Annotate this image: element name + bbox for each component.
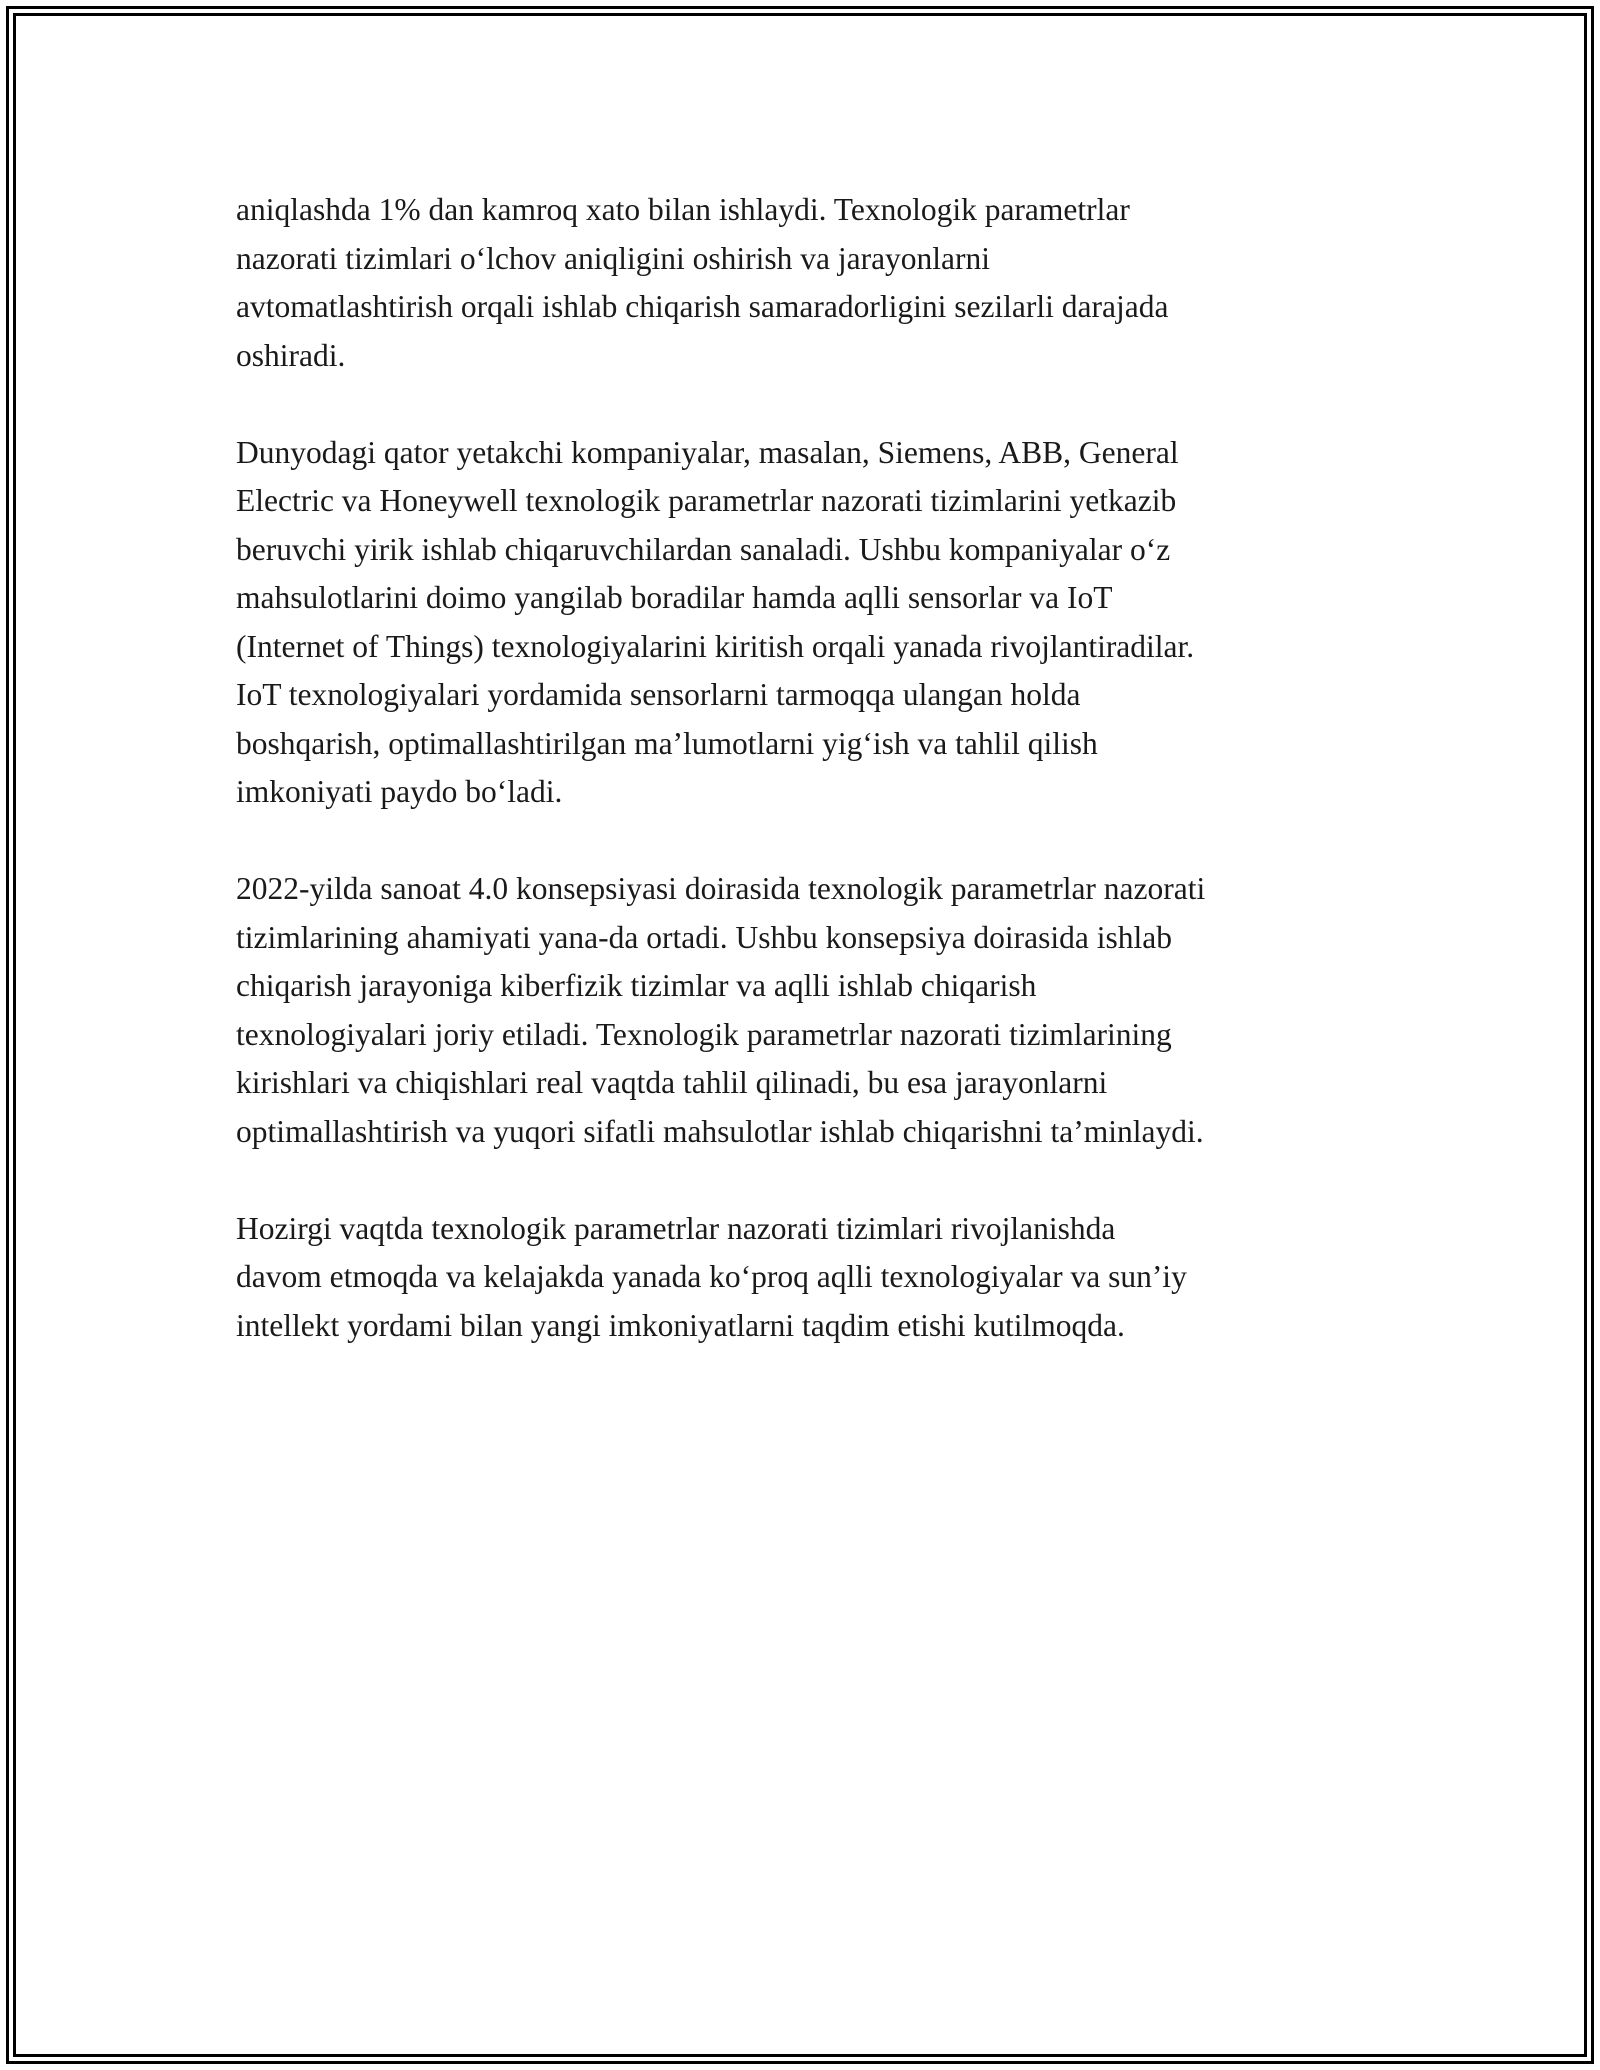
text-line: avtomatlashtirish orqali ishlab chiqarish samaradorligini sezilarli darajada [236,289,1169,324]
text-line: intellekt yordami bilan yangi imkoniyatlarni taqdim etishi kutilmoqda. [236,1307,1125,1343]
document-body [236,186,1386,1399]
text-line: Electric va Honeywell texnologik parametrlar nazorati tizimlarini yetkazib [236,483,1177,518]
text-line: chiqarish jarayoniga kiberfizik tizimlar va aqlli ishlab chiqarish [236,968,1037,1003]
paragraph-3 [236,865,1386,1156]
text-line: oshiradi. [236,337,346,373]
text-line: Hozirgi vaqtda texnologik parametrlar nazorati tizimlari rivojlanishda [236,1210,1116,1246]
paragraph-4 [236,1205,1386,1351]
text-line: imkoniyati paydo bo‘ladi. [236,774,563,809]
text-line: 2022-yilda sanoat 4.0 konsepsiyasi doirasida texnologik parametrlar nazorati [236,871,1206,906]
paragraph-2 [236,429,1386,817]
text-line: beruvchi yirik ishlab chiqaruvchilardan sanaladi. Ushbu kompaniyalar o‘z [236,531,1171,567]
text-line: Dunyodagi qator yetakchi kompaniyalar, masalan, Siemens, ABB, General [236,434,1179,470]
text-line: tizimlarining ahamiyati yana-da ortadi. Ushbu konsepsiya doirasida ishlab [236,919,1173,955]
text-line: IoT texnologiyalari yordamida sensorlarni tarmoqqa ulangan holda [236,677,1081,712]
text-line: aniqlashda 1% dan kamroq xato bilan ishlaydi. Texnologik parametrlar [236,192,1130,227]
text-line: boshqarish, optimallashtirilgan ma’lumotlarni yig‘ish va tahlil qilish [236,725,1098,761]
text-line: (Internet of Things) texnologiyalarini kiritish orqali yanada rivojlantiradilar. [236,628,1195,664]
text-line: texnologiyalari joriy etiladi. Texnologik parametrlar nazorati tizimlarining [236,1016,1172,1052]
text-line: davom etmoqda va kelajakda yanada ko‘proq aqlli texnologiyalar va sun’iy [236,1259,1187,1294]
text-line: optimallashtirish va yuqori sifatli mahsulotlar ishlab chiqarishni ta’minlaydi. [236,1113,1204,1149]
text-line: kirishlari va chiqishlari real vaqtda tahlil qilinadi, bu esa jarayonlarni [236,1065,1108,1100]
paragraph-1 [236,186,1386,380]
text-line: mahsulotlarini doimo yangilab boradilar hamda aqlli sensorlar va IoT [236,580,1113,615]
text-line: nazorati tizimlari o‘lchov aniqligini oshirish va jarayonlarni [236,240,991,276]
